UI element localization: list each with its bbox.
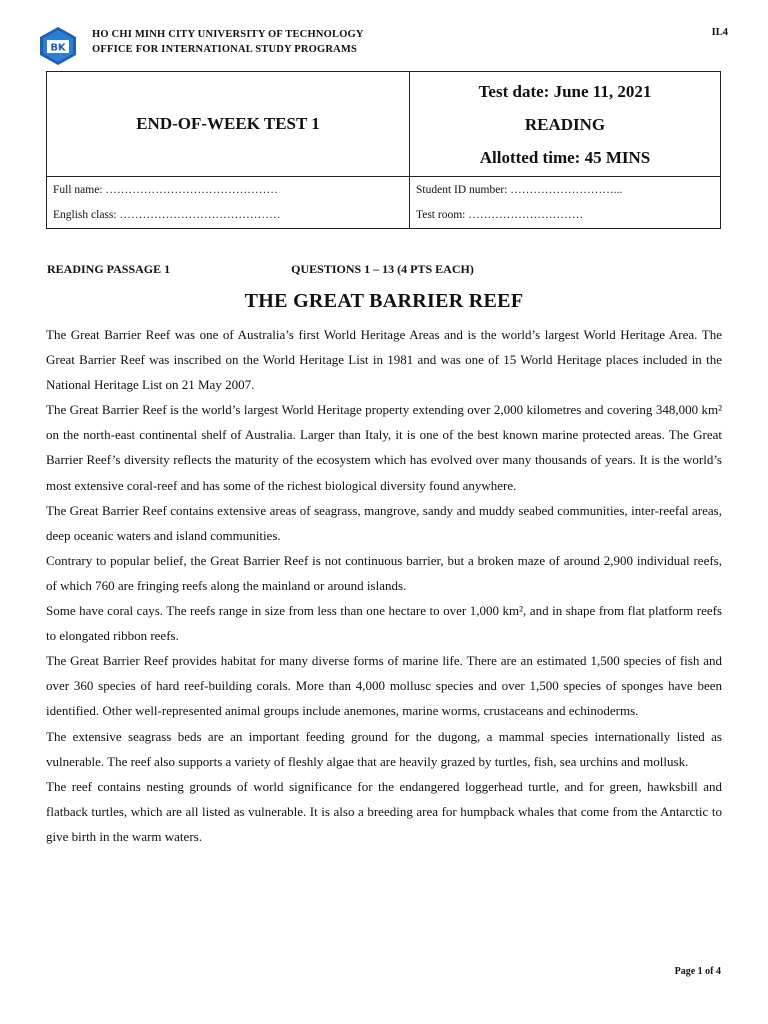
full-name-field: Full name: ……………………………………… [53,183,278,196]
student-fields-right [410,177,721,229]
paragraph: The Great Barrier Reef is the world’s largest World Heritage property extending over 2,000 kilometres and covering 348,000 km² on the north-east continental shelf of Australia. Larger than Italy, it is one of the best known marine protected areas. The Great Barrier Reef’s diversity reflects the maturity of the ecosystem which has evolved over many thousands of years. It is the world’s most extensive coral-reef and has some of the richest biological diversity found anywhere. [46,402,722,493]
test-info-table [46,71,721,229]
test-date: Test date: June 11, 2021 [478,81,652,101]
paragraph: Some have coral cays. The reefs range in size from less than one hectare to over 1,000 km², and in shape from flat platform reefs to elongated ribbon reefs. [46,603,722,644]
svg-text:BK: BK [50,42,66,54]
paragraph: The Great Barrier Reef provides habitat for many diverse forms of marine life. There are an estimated 1,500 species of fish and over 360 species of hard reef-building corals. More than 4,000 mollusc species and over 1,500 species of sponges have been identified. Other well-represented animal groups include anemones, marine worms, crustaceans and echinoderms. [46,653,722,719]
page-number: Page 1 of 4 [674,966,721,977]
paragraph: The Great Barrier Reef contains extensive areas of seagrass, mangrove, sandy and muddy seabed communities, inter-reefal areas, deep oceanic waters and island communities. [46,502,722,543]
questions-label: QUESTIONS 1 – 13 (4 PTS EACH) [291,262,474,276]
test-details [410,72,721,177]
passage-body [46,322,722,849]
paragraph: The extensive seagrass beds are an important feeding ground for the dugong, a mammal species internationally listed as vulnerable. The reef also supports a variety of fleshly algae that are heavily grazed by turtles, fish, sea urchins and mollusk. [46,728,722,769]
paragraph: The reef contains nesting grounds of world significance for the endangered loggerhead turtle, and for green, hawksbill and flatback turtles, which are all listed as vulnerable. It is also a breeding area for humpback whales that come from the Antarctic to give birth in the warm waters. [46,778,722,844]
test-time: Allotted time: 45 MINS [479,147,651,167]
passage-label: READING PASSAGE 1 [47,262,171,276]
paragraph: The Great Barrier Reef was one of Australia’s first World Heritage Areas and is the world’s largest World Heritage Area. The Great Barrier Reef was inscribed on the World Heritage List in 1981 and was one of 15 World Heritage places included in the National Heritage List on 21 May 2007. [46,327,722,393]
student-id-field: Student ID number: ………………………... [416,183,623,196]
paragraph: Contrary to popular belief, the Great Barrier Reef is not continuous barrier, but a broken maze of around 2,900 individual reefs, of which 760 are fringing reefs along the mainland or around islands. [46,552,722,593]
university-logo [38,26,78,66]
document-header [38,26,728,66]
english-class-field: English class: …………………………………… [53,208,281,221]
test-room-field: Test room: ………………………… [416,208,584,221]
student-fields-left [47,177,410,229]
document-code: IL4 [711,27,728,38]
university-name: HO CHI MINH CITY UNIVERSITY OF TECHNOLOGY OFFICE FOR INTERNATIONAL STUDY PROGRAMS [92,29,364,55]
section-heading [47,262,474,277]
passage-title: THE GREAT BARRIER REEF [244,290,524,312]
test-title: END-OF-WEEK TEST 1 [47,72,410,177]
test-skill: READING [524,114,606,134]
